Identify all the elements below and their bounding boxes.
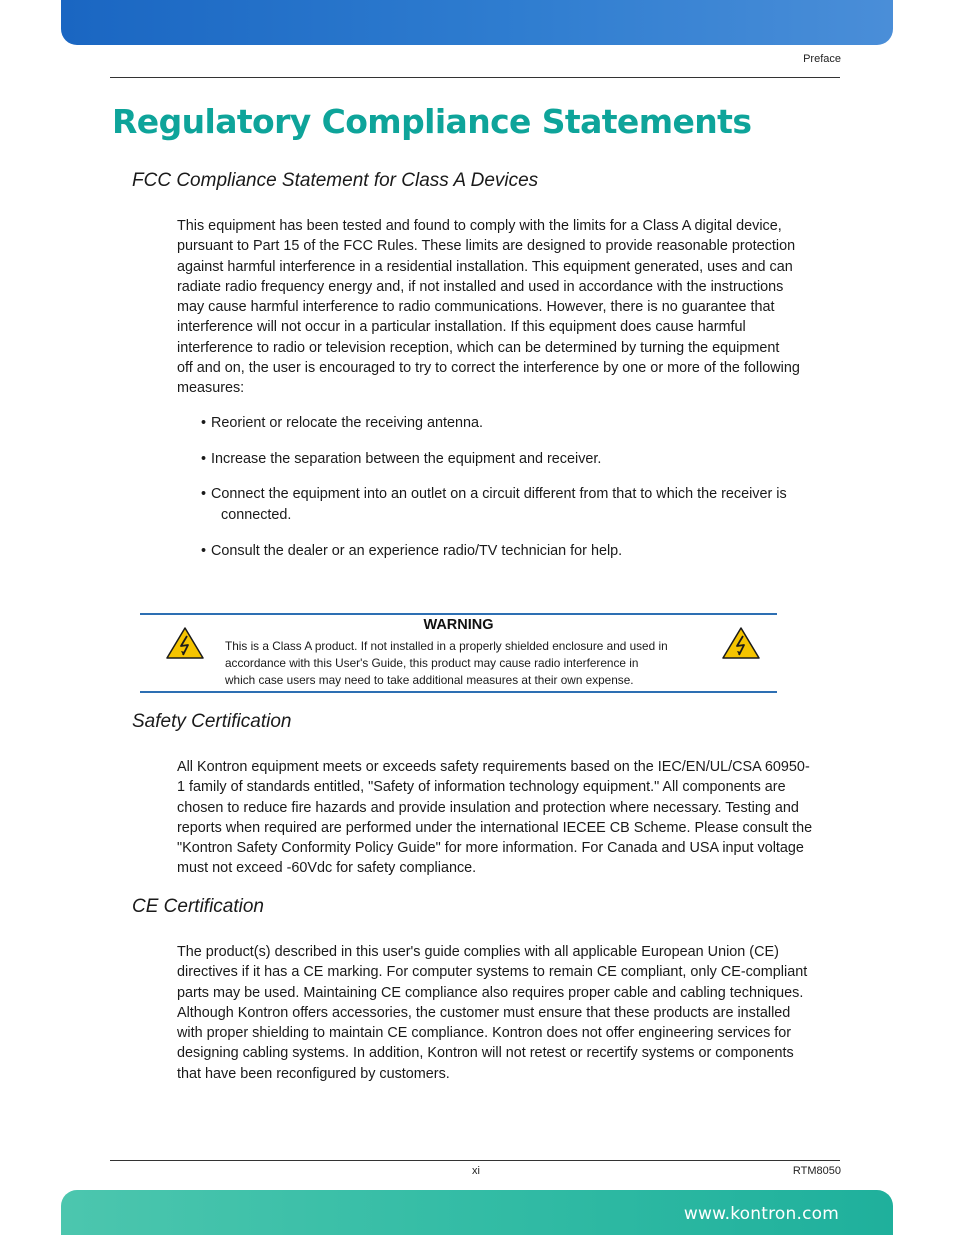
bullet-text: Connect the equipment into an outlet on a circuit different from that to which the receiver is (211, 486, 787, 502)
text-line: All Kontron equipment meets or exceeds safety requirements based on the IEC/EN/UL/CSA 60950- (177, 759, 810, 775)
high-voltage-warning-icon (721, 626, 761, 660)
bullet-text: Increase the separation between the equipment and receiver. (211, 451, 602, 467)
fcc-bullet-1 (201, 413, 841, 434)
text-line: radiate radio frequency energy and, if not installed and used in accordance with the instructions (177, 278, 784, 295)
footer-rule (110, 1160, 840, 1161)
text-line: Although Kontron offers accessories, the customer must ensure that these products are installed (177, 1004, 791, 1021)
text-line: designing cabling systems. In addition, Kontron will not retest or recertify systems or components (177, 1045, 794, 1062)
website-link[interactable]: www.kontron.com (683, 1204, 839, 1224)
text-line: with proper shielding to maintain CE compliance. Kontron does not offer engineering services for (177, 1025, 792, 1042)
text-line: parts may be used. Maintaining CE compliance also requires proper cable and cabling techniques. (177, 984, 804, 1001)
fcc-bullet-4 (201, 541, 841, 562)
text-line: which case users may need to take additional measures at their own expense. (225, 673, 634, 687)
text-line: 1 family of standards entitled, "Safety of information technology equipment." All components are (177, 779, 786, 796)
text-line: interference will not occur in a particular installation. If this equipment does cause harmful (177, 319, 746, 336)
fcc-heading: FCC Compliance Statement for Class A Devices (132, 170, 539, 191)
text-line: must not exceed -60Vdc for safety compliance. (177, 860, 477, 877)
text-line: directives if it has a CE marking. For computer systems to remain CE compliant, only CE-compliant (177, 964, 808, 981)
bullet-dot: • (201, 543, 207, 559)
bullet-dot: • (201, 451, 207, 467)
ce-paragraph (177, 942, 841, 1084)
warning-text (225, 638, 705, 689)
text-line: against harmful interference in a residential installation. This equipment generated, uses and can (177, 258, 793, 275)
text-line: This equipment has been tested and found to comply with the limits for a Class A digital device, (177, 218, 782, 234)
warning-box (140, 613, 777, 693)
text-line: accordance with this User's Guide, this product may cause radio interference in (225, 656, 639, 670)
bullet-dot: • (201, 486, 207, 502)
bullet-dot: • (201, 415, 207, 431)
text-line: chosen to reduce fire hazards and provide insulation and protection where necessary. Testing and (177, 799, 799, 816)
top-banner (61, 0, 893, 45)
bullet-text: Reorient or relocate the receiving antenna. (211, 415, 483, 431)
header-section-label: Preface (803, 53, 841, 65)
text-line: may cause harmful interference to radio communications. However, there is no guarantee that (177, 299, 775, 316)
text-line: reports when required are performed under the international IECEE CB Scheme. Please consult the (177, 819, 813, 836)
page-number: xi (472, 1165, 480, 1177)
ce-heading: CE Certification (132, 896, 264, 917)
fcc-bullet-2 (201, 449, 841, 470)
warning-title: WARNING (423, 617, 494, 633)
text-line: The product(s) described in this user's guide complies with all applicable European Union (CE) (177, 944, 779, 960)
safety-paragraph (177, 757, 841, 879)
text-line: interference to radio or television reception, which can be determined by turning the equipment (177, 339, 780, 356)
fcc-bullet-3 (201, 484, 841, 526)
text-line: pursuant to Part 15 of the FCC Rules. These limits are designed to provide reasonable protection (177, 238, 796, 255)
text-line: "Kontron Safety Conformity Policy Guide" for more information. For Canada and USA input voltage (177, 840, 804, 857)
text-line: measures: (177, 380, 245, 397)
safety-heading: Safety Certification (132, 711, 292, 732)
fcc-paragraph (177, 216, 841, 399)
text-line: that have been reconfigured by customers. (177, 1065, 450, 1082)
page-title: Regulatory Compliance Statements (112, 102, 752, 141)
header-rule (110, 77, 840, 78)
document-name: RTM8050 (792, 1165, 841, 1177)
text-line: This is a Class A product. If not installed in a properly shielded enclosure and used in (225, 639, 668, 653)
text-line: off and on, the user is encouraged to try to correct the interference by one or more of the following (177, 360, 800, 377)
bullet-text: connected. (221, 507, 292, 523)
bottom-banner (61, 1190, 893, 1235)
bullet-text: Consult the dealer or an experience radio/TV technician for help. (211, 543, 623, 559)
